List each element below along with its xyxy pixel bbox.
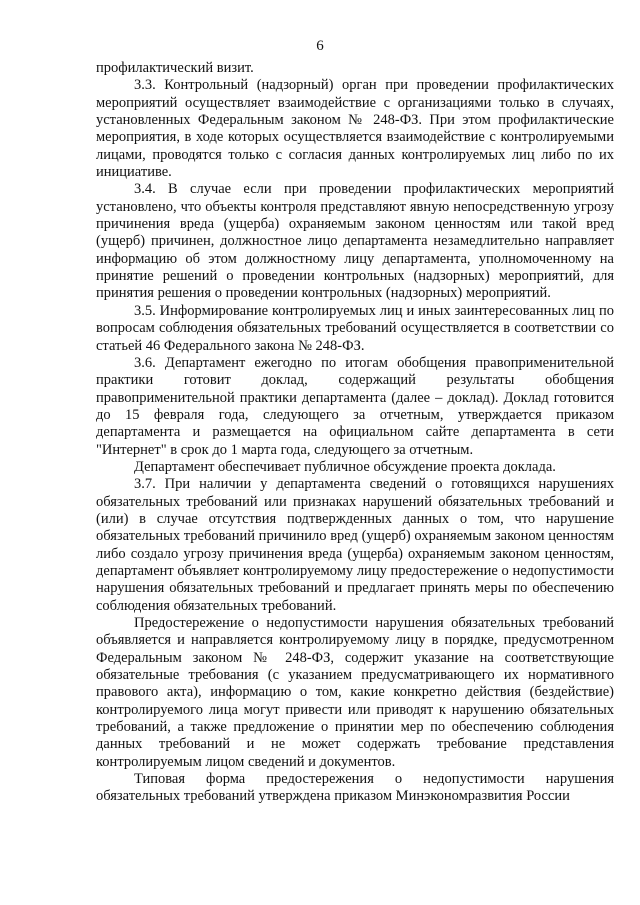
paragraph: Типовая форма предостережения о недопустимости нарушения обязательных требований утверждена приказом Минэкономразвития России [96, 771, 614, 805]
paragraph: 3.6. Департамент ежегодно по итогам обобщения правоприменительной практики готовит доклад, содержащий результаты обобщения правоприменительной практики департамента (далее – доклад). Доклад готовится до 15 февраля года, следующего за отчетным, утверждается приказом департамента и размещается на официальном сайте департамента в сети "Интернет" в срок до 1 марта года, следующего за отчетным. [96, 354, 614, 458]
paragraph: 3.5. Информирование контролируемых лиц и иных заинтересованных лиц по вопросам соблюдения обязательных требований осуществляется в соответствии со статьей 46 Федерального закона № 248-ФЗ. [96, 302, 614, 354]
document-body [96, 60, 614, 806]
paragraph: Предостережение о недопустимости нарушения обязательных требований объявляется и направляется контролируемому лицу в порядке, предусмотренном Федеральным законом № 248-ФЗ, содержит указание на соответствующие обязательные требования (с указанием предусматривающего их нормативного правового акта), информацию о том, какие конкретно действия (бездействие) контролируемого лица могут привести или приводят к нарушению обязательных требований, а также предложение о принятии мер по обеспечению соблюдения данных требований и не может содержать требование представления контролируемым лицом сведений и документов. [96, 615, 614, 770]
paragraph: 3.3. Контрольный (надзорный) орган при проведении профилактических мероприятий осуществляет взаимодействие с организациями только в случаях, установленных Федеральным законом № 248-ФЗ. При этом профилактические мероприятия, в ходе которых осуществляется взаимодействие с контролируемыми лицами, проводятся только с согласия данных контролируемых лиц либо по их инициативе. [96, 77, 614, 181]
paragraph: Департамент обеспечивает публичное обсуждение проекта доклада. [134, 458, 556, 475]
paragraph: профилактический визит. [96, 60, 254, 76]
page-number: 6 [316, 38, 324, 54]
paragraph: 3.7. При наличии у департамента сведений о готовящихся нарушениях обязательных требований или признаках нарушений обязательных требований и (или) в случае отсутствия подтвержденных данных о том, что нарушение обязательных требований причинило вред (ущерб) охраняемым законом ценностям либо создало угрозу причинения вреда (ущерба) охраняемым законом ценностям, департамент объявляет контролируемому лицу предостережение о недопустимости нарушения обязательных требований и предлагает принять меры по обеспечению соблюдения обязательных требований. [96, 476, 614, 614]
paragraph: 3.4. В случае если при проведении профилактических мероприятий установлено, что объекты контроля представляют явную непосредственную угрозу причинения вреда (ущерба) охраняемым законом ценностям или такой вред (ущерб) причинен, должностное лицо департамента незамедлительно направляет информацию об этом должностному лицу департамента, уполномоченному на принятие решений о проведении контрольных (надзорных) мероприятий, для принятия решения о проведении контрольных (надзорных) мероприятий. [96, 181, 614, 302]
